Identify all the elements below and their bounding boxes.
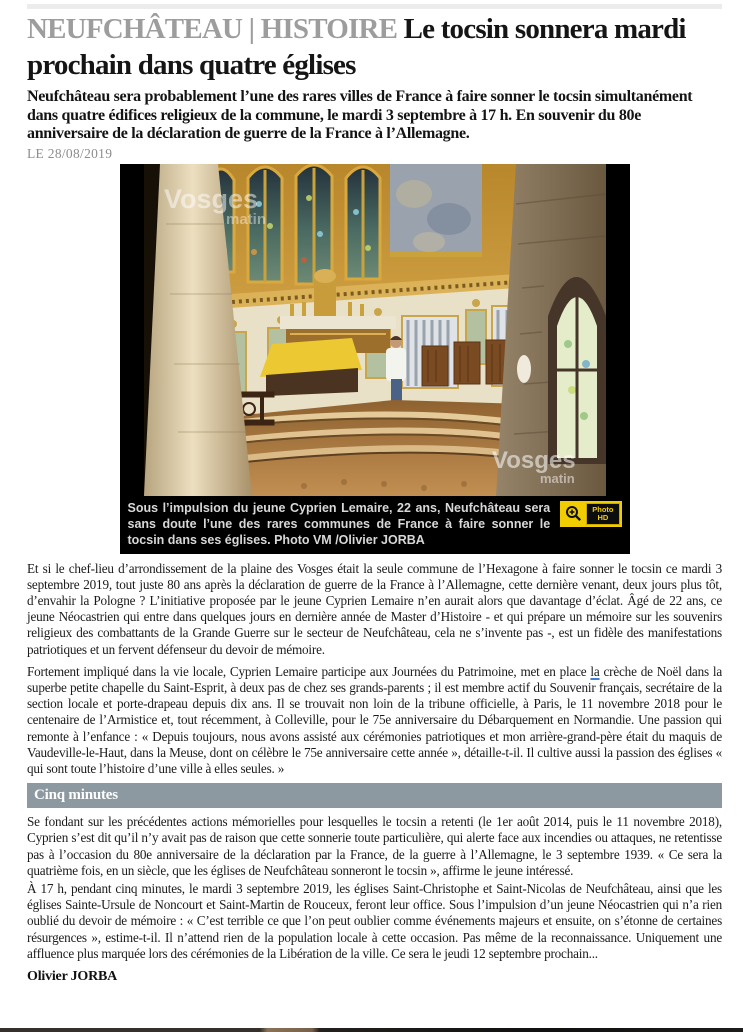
wooden-chairs [422,340,510,386]
watermark-top-vosges: Vosges [163,183,258,214]
watermark-bottom-vosges: Vosges [491,446,576,474]
church-photo[interactable] [120,164,630,496]
headline-title-part-2: prochain dans quatre églises [27,48,356,81]
photo-badges [560,501,621,527]
article-date: LE 28/08/2019 [27,145,113,161]
photo-hd-badge-line2: HD [597,513,609,522]
photo-hd-badge[interactable] [586,503,619,525]
headline-line-1 [27,12,722,48]
headline [27,12,722,83]
inline-link-la[interactable]: la [590,663,600,679]
photo-caption [120,496,630,554]
paragraph-4: À 17 h, pendant cinq minutes, le mardi 3 septembre 2019, les églises Saint-Christophe et Saint-Nicolas de Neufchâteau, ainsi que les églises Sainte-Ursule de Noncourt et Saint-Martin de Rouceux, feront leur office. Sous l’impulsion d’un jeune Néocastrien qui n’a rien oublié du devoir de mémoire : « C’est terrible ce que l’on peut oublier comme événements majeurs et ensuite, on s’étonne de certaines résurgences », estime-t-il. Il n’attend rien de la population locale à cette occasion. Pas même de la reconnaissance. Uniquement une affluence plus marquée lors des cérémonies de la Libération de la ville. Ce sera le jeudi 12 septembre prochain... [27,880,722,961]
paragraph-3: Se fondant sur les précédentes actions mémorielles pour lesquelles le tocsin a retenti (le 1er août 2014, puis le 11 novembre 2018), Cyprien s’est dit qu’il n’y avait pas de raison que cette sonnerie toute particulière, qui alerte face aux incendies ou attaques, ne retentisse pas à l’occasion du 80e anniversaire de la déclaration par la France, de la guerre à l’Allemagne, le 3 septembre 1939. « Ce sera la quatrième fois, en un siècle, que les églises de Neufchâteau sonneront le tocsin », affirme le jeune intéressé. [27,814,722,878]
author-byline: Olivier JORBA [27,968,118,984]
paragraph-2-text-pre: Fortement impliqué dans la vie locale, Cyprien Lemaire participe aux Journées du Patrimoine, met en place [27,663,591,679]
fresco-painting [390,164,482,257]
paragraph-2 [27,664,722,777]
article-lede: Neufchâteau sera probablement l’une des rares villes de France à faire sonner le tocsin simultanément dans quatre édifices religieux de la commune, le mardi 3 septembre à 17 h. En souvenir du 80e anniversaire de la déclaration de guerre de la France à l’Allemagne. [27,88,693,142]
paragraph-1: Et si le chef-lieu d’arrondissement de la plaine des Vosges était la seule commune de l’Hexagone à faire sonner le tocsin ce mardi 3 septembre 2019, tout juste 80 ans après la déclaration de guerre de la France à l’Allemagne, cette dernière venant, deux jours plus tôt, d’envahir la Pologne ? L’initiative proposée par le jeune Cyprien Lemaire n’en aurait alors que davantage d’éclat. Âgé de 22 ans, ce jeune Néocastrien qui entre dans quelques jours en dernière année de Master d’Histoire - et qui prépare un mémoire sur les souvenirs religieux des combattants de la Grande Guerre sur le secteur de Neufchâteau, cela ne s’invente pas -, est un fidèle des manifestations patriotiques et un fervent défenseur du devoir de mémoire. [27,560,722,657]
headline-title-part-1: Le tocsin sonnera mardi [403,13,686,45]
article-photo-block [120,164,630,554]
yellow-altar-table [260,338,362,396]
top-divider [27,4,722,9]
photo-caption-text: Sous l’impulsion du jeune Cyprien Lemaire, 22 ans, Neufchâteau sera sans doute l’une des rares communes de France à faire sonner le tocsin dans ses églises. Photo VM /Olivier JORBA [127,500,551,547]
church-interior-illustration [144,164,606,496]
section-header-cinq-minutes: Cinq minutes [27,783,722,808]
headline-kicker: NEUFCHÂTEAU | HISTOIRE [27,13,398,45]
photo-hd-badge-line1: Photo [592,504,614,514]
magnifier-plus-icon [565,505,582,522]
watermark-bottom-matin: matin [539,470,575,486]
watermark-top-matin: matin [225,210,266,228]
zoom-photo-button[interactable] [562,503,584,524]
paragraph-2-text-post: crèche de Noël dans la superbe petite chapelle du Saint-Esprit, à deux pas de chez ses grands-parents ; il est membre actif du Souvenir français, secrétaire de la section locale et porte-drapeau depuis dix ans. Il se trouvait non loin de la tribune officielle, à Paris, le 11 novembre 2018 pour le centenaire de l’Armistice et, tout récemment, à Colleville, pour le 75e anniversaire du Débarquement en Normandie. Une passion qui remonte à l’enfance : « Depuis toujours, nous avons assisté aux cérémonies patriotiques et mon arrière-grand-père était du maquis de Vaudeville-le-Haut, dans la Meuse, dont on célèbre le 75e anniversaire cette année », détaille-t-il. Il cultive aussi la passion des églises « qui sont toute l’histoire d’une ville à elles seules. » [27,663,722,776]
bottom-edge [0,1028,743,1032]
